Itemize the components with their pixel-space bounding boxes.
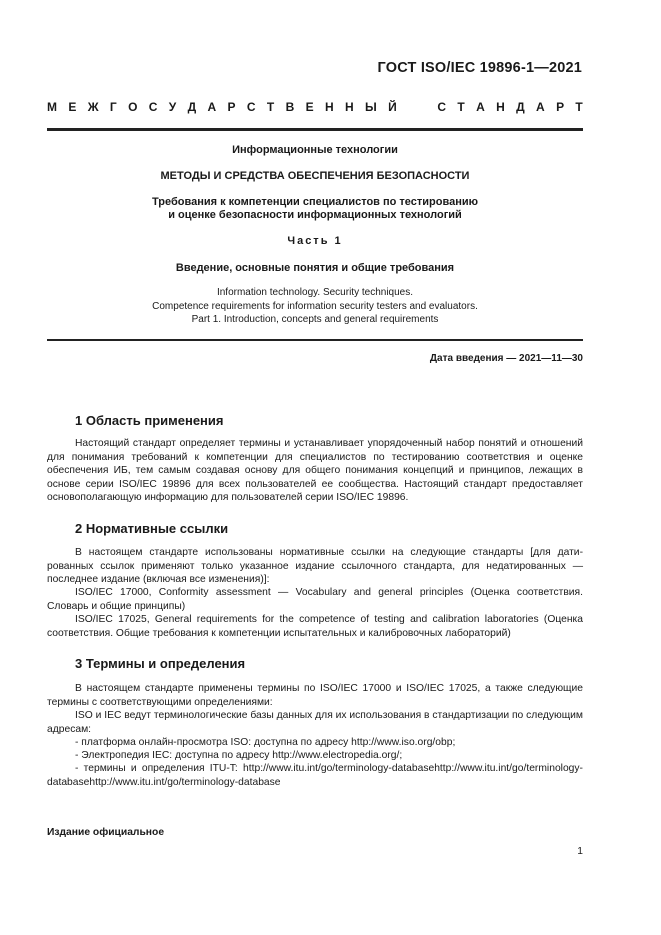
standard-type-letter: С <box>437 100 447 114</box>
standard-type-letter: Е <box>68 100 77 114</box>
section-3-paragraph-2: ISO и IEC ведут терминологические базы данных для их использования в стандартизации по следующим адресам: <box>47 710 583 735</box>
standard-type-letter: Ж <box>87 100 99 114</box>
standard-type-letter: Д <box>516 100 525 114</box>
part-label: Часть 1 <box>287 235 343 247</box>
standard-type-letter: С <box>246 100 256 114</box>
standard-type-letter: У <box>168 100 177 114</box>
section-3-paragraph-1: В настоящем стандарте применены термины по ISO/IEC 17000 и ISO/IEC 17025, а также следующие термины с соответствующими определениями: <box>47 683 583 708</box>
official-edition-label: Издание официальное <box>47 827 165 838</box>
standard-type-letter: Р <box>556 100 565 114</box>
english-title-2: Competence requirements for information security testers and evaluators. <box>152 300 478 312</box>
english-title-3: Part 1. Introduction, concepts and general requirements <box>191 314 439 325</box>
standard-type-letter: А <box>476 100 485 114</box>
section-1-heading: 1 Область применения <box>75 413 224 428</box>
title-line-3a: Требования к компетенции специалистов по тестированию <box>151 196 479 208</box>
section-3-list-item-iso: - платформа онлайн-просмотра ISO: доступна по адресу http://www.iso.org/obp; <box>75 737 456 748</box>
title-line-3b: и оценке безопасности информационных технологий <box>168 209 462 221</box>
standard-type-letter: Н <box>496 100 505 114</box>
section-3-list-item-itu: - термины и определения ITU-T: http://www.itu.int/go/terminology-databasehttp://www.itu.int/go/terminology-databasehttp://www.itu.int/go/terminology-database <box>47 763 583 788</box>
standard-type-letter: С <box>148 100 158 114</box>
standard-type-heading <box>47 100 583 114</box>
title-line-3 <box>47 196 583 222</box>
standard-type-letter: М <box>47 100 57 114</box>
standard-type-letter: Г <box>109 100 117 114</box>
standard-type-letter <box>423 100 426 114</box>
title-line-2: МЕТОДЫ И СРЕДСТВА ОБЕСПЕЧЕНИЯ БЕЗОПАСНОСТИ <box>160 170 470 182</box>
standard-type-letter: Н <box>344 100 354 114</box>
section-2-paragraph-1: В настоящем стандарте использованы нормативные ссылки на следующие стандарты [для датированных ссылок применяют только указанное издание ссылочного стандарта, для недатированных — последнее издание (включая все изменения)]: <box>47 547 583 585</box>
standard-type-letter: Ы <box>364 100 377 114</box>
standard-type-letter <box>408 100 411 114</box>
standard-type-letter: В <box>285 100 295 114</box>
standard-type-letter: О <box>128 100 138 114</box>
standard-type-letter: Т <box>575 100 583 114</box>
section-2-heading: 2 Нормативные ссылки <box>75 521 229 536</box>
document-code: ГОСТ ISO/IEC 19896-1—2021 <box>377 60 582 76</box>
section-2-reference-2: ISO/IEC 17025, General requirements for the competence of testing and calibration laboratories (Оценка соответствия. Общие требования к компетенции испытательных и калибровочных лабораторий) <box>47 614 583 639</box>
middle-divider <box>47 339 583 341</box>
top-divider <box>47 128 583 131</box>
standard-type-letter: Р <box>227 100 236 114</box>
title-line-1: Информационные технологии <box>232 144 398 156</box>
standard-type-letter: А <box>207 100 217 114</box>
standard-type-letter: Т <box>266 100 275 114</box>
section-3-heading: 3 Термины и определения <box>75 656 246 671</box>
english-title-1: Information technology. Security techniques. <box>216 287 414 298</box>
standard-type-letter: Т <box>457 100 465 114</box>
page-number: 1 <box>577 846 583 857</box>
part-title: Введение, основные понятия и общие требования <box>175 262 455 274</box>
section-1-text: Настоящий стандарт определяет термины и устанавливает упорядоченный набор понятий и отношений для понимания требований к компетенции для специалистов по тестированию соответствия и оценке обеспечения ИБ, тем самым создавая основу для общего понимания концепций и принципов, лежащих в основе серии ISO/IEC 19896 для всех пользователей ее сообщества. Настоящий стандарт предоставляет основополагающую информацию для пользователей серии ISO/IEC 19896. <box>47 438 583 503</box>
standard-type-letter: Й <box>388 100 397 114</box>
standard-type-letter: А <box>536 100 545 114</box>
standard-type-letter: Н <box>324 100 334 114</box>
english-title <box>47 286 583 327</box>
standard-type-letter: Д <box>187 100 197 114</box>
section-3-list-item-iec: - Электропедия IEC: доступна по адресу http://www.electropedia.org/; <box>75 750 403 761</box>
introduction-date: Дата введения — 2021—11—30 <box>429 353 583 364</box>
standard-type-letter: Е <box>305 100 314 114</box>
section-2-reference-1: ISO/IEC 17000, Conformity assessment — Vocabulary and general principles (Оценка соответствия. Словарь и общие принципы) <box>47 587 583 612</box>
